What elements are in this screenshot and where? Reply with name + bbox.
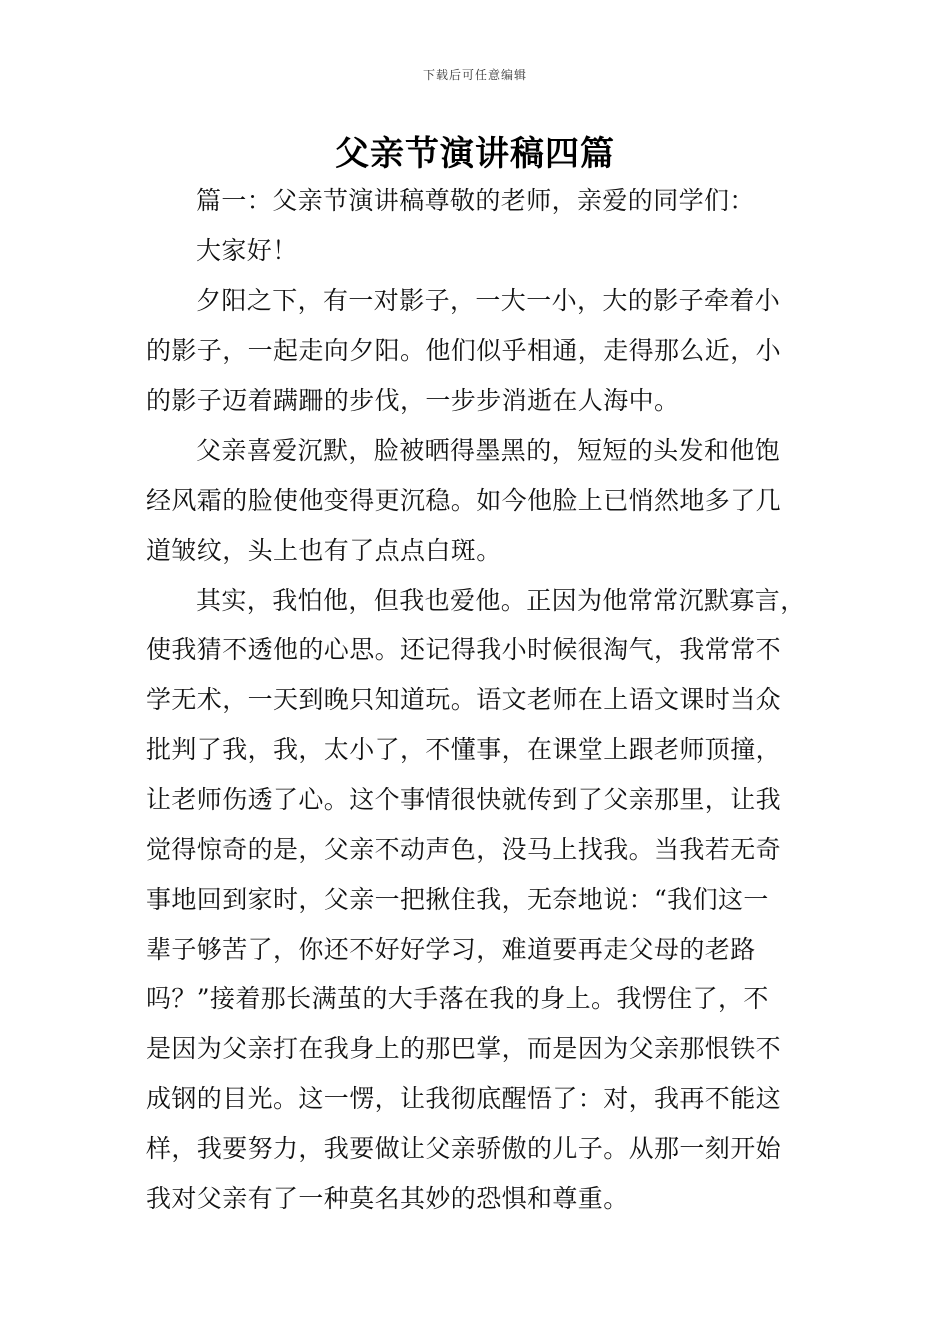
paragraph-line: 事地回到家时，父亲一把揪住我，无奈地说：“我们这一 [146, 885, 769, 914]
paragraph-line: 使我猜不透他的心思。还记得我小时候很淘气，我常常不 [146, 635, 782, 664]
paragraph-line: 我对父亲有了一种莫名其妙的恐惧和尊重。 [146, 1184, 629, 1213]
paragraph-line: 辈子够苦了，你还不好好学习，难道要再走父母的老路 [146, 935, 756, 964]
paragraph-line: 其实，我怕他，但我也爱他。正因为他常常沉默寡言， [196, 586, 806, 615]
document-title: 父亲节演讲稿四篇 [335, 134, 615, 174]
header-note: 下载后可任意编辑 [422, 68, 527, 82]
paragraph-line: 批判了我，我，太小了，不懂事，在课堂上跟老师顶撞， [146, 735, 782, 764]
paragraph-line: 让老师伤透了心。这个事情很快就传到了父亲那里，让我 [146, 785, 782, 814]
paragraph-line: 父亲喜爱沉默，脸被晒得墨黑的，短短的头发和他饱 [196, 436, 781, 465]
paragraph-line: 的影子，一起走向夕阳。他们似乎相通，走得那么近，小 [146, 336, 782, 365]
paragraph-line: 成钢的目光。这一愣，让我彻底醒悟了：对，我再不能这 [146, 1084, 782, 1113]
paragraph-line: 吗？”接着那长满茧的大手落在我的身上。我愣住了，不 [146, 984, 769, 1013]
greeting-line: 大家好！ [196, 236, 298, 265]
section-heading-line: 篇一：父亲节演讲稿尊敬的老师，亲爱的同学们： [196, 186, 755, 215]
paragraph-line: 觉得惊奇的是，父亲不动声色，没马上找我。当我若无奇 [146, 835, 782, 864]
paragraph-line: 的影子迈着蹒跚的步伐，一步步消逝在人海中。 [146, 386, 680, 415]
paragraph-line: 学无术，一天到晚只知道玩。语文老师在上语文课时当众 [146, 685, 782, 714]
paragraph-line: 经风霜的脸使他变得更沉稳。如今他脸上已悄然地多了几 [146, 486, 782, 515]
paragraph-line: 道皱纹，头上也有了点点白斑。 [146, 536, 502, 565]
paragraph-line: 样，我要努力，我要做让父亲骄傲的儿子。从那一刻开始 [146, 1134, 782, 1163]
paragraph-line: 是因为父亲打在我身上的那巴掌，而是因为父亲那恨铁不 [146, 1034, 782, 1063]
paragraph-line: 夕阳之下，有一对影子，一大一小，大的影子牵着小 [196, 286, 781, 315]
